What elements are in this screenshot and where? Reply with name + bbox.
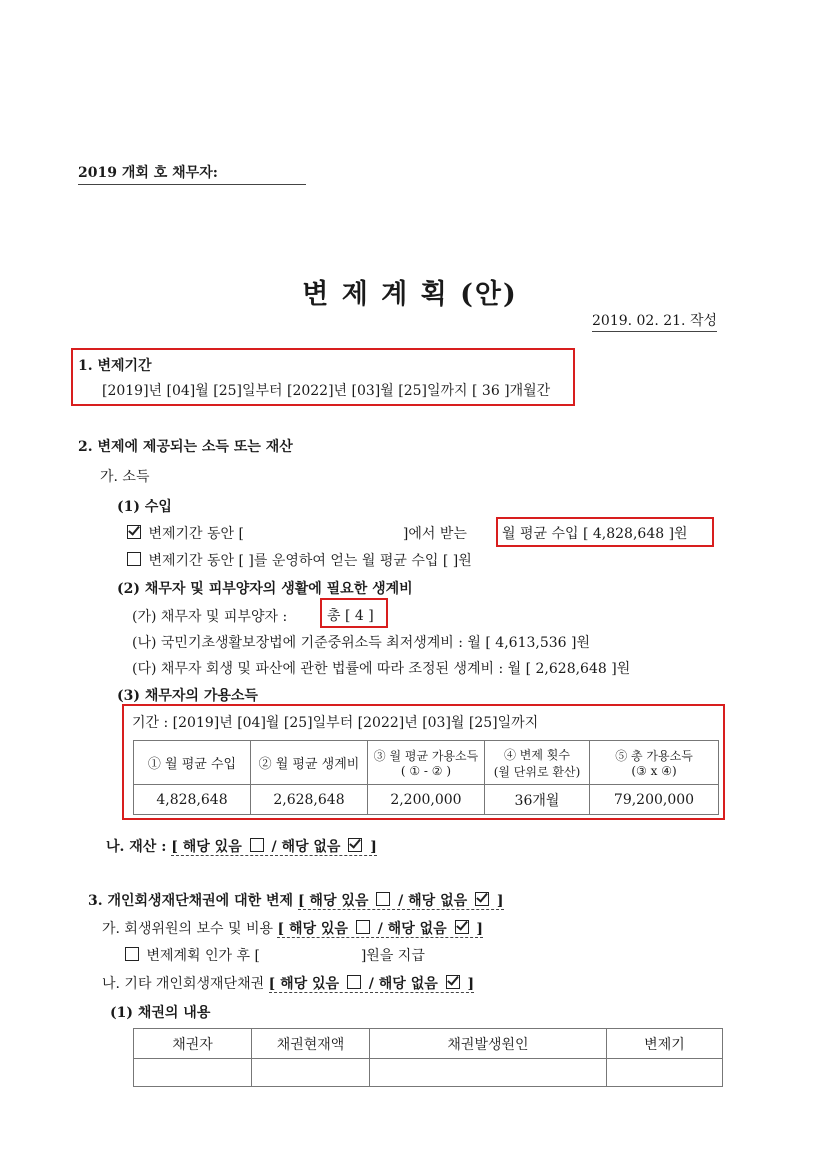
table-value-cell: 79,200,000 xyxy=(590,785,719,815)
other-claims-close-bracket: ] xyxy=(467,976,475,992)
income-heading: (1) 수입 xyxy=(117,499,172,515)
unchecked-checkbox-icon[interactable] xyxy=(125,947,139,961)
other-claims-yes-label: [ 해당 있음 xyxy=(268,976,340,992)
income-opt2-label: 변제기간 동안 [ ]를 운영하여 얻는 월 평균 수입 [ ]원 xyxy=(148,553,472,569)
table-value-cell: 4,828,648 xyxy=(134,785,251,815)
other-claims-no-label: / 해당 없음 xyxy=(368,976,438,992)
section3-title: 3. 개인회생재단채권에 대한 변제 xyxy=(88,893,294,909)
claims-empty-cell[interactable] xyxy=(252,1059,370,1087)
income-opt1-label: 변제기간 동안 [ xyxy=(148,526,244,542)
document-date: 2019. 02. 21. 작성 xyxy=(592,310,717,332)
section3-no-label: / 해당 없음 xyxy=(398,893,468,909)
section3-heading xyxy=(88,890,504,910)
page-title: 변 제 계 획 (안) xyxy=(302,279,518,310)
unchecked-checkbox-icon[interactable] xyxy=(356,920,370,934)
claims-table xyxy=(133,1028,723,1087)
commissioner-fee-line xyxy=(102,918,483,938)
unchecked-checkbox-icon[interactable] xyxy=(250,838,264,852)
other-claims-label: 나. 기타 개인회생재단채권 xyxy=(102,976,265,992)
section1-heading: 1. 변제기간 xyxy=(78,358,152,374)
checked-checkbox-icon[interactable] xyxy=(127,525,141,539)
claims-header-cell: 채권자 xyxy=(134,1029,252,1059)
section2-heading: 2. 변제에 제공되는 소득 또는 재산 xyxy=(78,439,293,455)
claims-empty-cell[interactable] xyxy=(370,1059,607,1087)
after-approval-label: 변제계획 인가 후 [ xyxy=(146,948,260,964)
after-approval-suffix: ]원을 지급 xyxy=(360,948,425,964)
commissioner-yes-label: [ 해당 있음 xyxy=(277,921,348,937)
monthly-income-value: 월 평균 수입 [ 4,828,648 ]원 xyxy=(502,526,688,542)
after-approval-line xyxy=(122,945,425,965)
unchecked-checkbox-icon[interactable] xyxy=(127,552,141,566)
claims-header-cell: 채권발생원인 xyxy=(370,1029,607,1059)
property-close-bracket: ] xyxy=(370,839,377,855)
checked-checkbox-icon[interactable] xyxy=(348,838,362,852)
living-cost-heading: (2) 채무자 및 피부양자의 생활에 필요한 생계비 xyxy=(117,581,413,597)
income-opt1-label-b: ]에서 받는 xyxy=(402,526,467,542)
available-income-heading: (3) 채무자의 가용소득 xyxy=(117,688,258,704)
property-no-label: / 해당 없음 xyxy=(271,839,341,855)
section3-yes-label: [ 해당 있음 xyxy=(297,893,369,909)
commissioner-fee-label: 가. 회생위원의 보수 및 비용 xyxy=(102,921,274,937)
available-income-period: 기간 : [2019]년 [04]월 [25]일부터 [2022]년 [03]월 [25]일까지 xyxy=(132,715,539,731)
other-claims-line xyxy=(102,973,474,993)
minimum-living-cost: (나) 국민기초생활보장법에 기준중위소득 최저생계비 : 월 [ 4,613,536 ]원 xyxy=(132,635,590,651)
table-header-cell: ③ 월 평균 가용소득 ( ① - ② ) xyxy=(367,741,484,785)
unchecked-checkbox-icon[interactable] xyxy=(347,975,361,989)
table-header-cell: ⑤ 총 가용소득 (③ x ④) xyxy=(590,741,719,785)
claims-empty-cell[interactable] xyxy=(606,1059,722,1087)
property-yes-label: [ 해당 있음 xyxy=(171,839,242,855)
unchecked-checkbox-icon[interactable] xyxy=(376,892,390,906)
property-label: 나. 재산 : xyxy=(106,839,167,855)
claims-header-cell: 변제기 xyxy=(606,1029,722,1059)
adjusted-living-cost: (다) 채무자 회생 및 파산에 관한 법률에 따라 조정된 생계비 : 월 [ 2,628,648 ]원 xyxy=(132,661,631,677)
income-option-business xyxy=(124,550,472,570)
dependents-label: (가) 채무자 및 피부양자 : xyxy=(132,609,288,625)
dependents-value: 총 [ 4 ] xyxy=(327,608,374,624)
checked-checkbox-icon[interactable] xyxy=(475,892,489,906)
case-number-line: 2019 개회 호 채무자: xyxy=(78,162,306,185)
table-header-cell: ④ 변제 횟수 (월 단위로 환산) xyxy=(484,741,589,785)
section2-ga-heading: 가. 소득 xyxy=(100,469,150,485)
claims-header-cell: 채권현재액 xyxy=(252,1029,370,1059)
property-line xyxy=(106,836,377,856)
table-value-cell: 36개월 xyxy=(484,785,589,815)
table-header-cell: ② 월 평균 생계비 xyxy=(250,741,367,785)
checked-checkbox-icon[interactable] xyxy=(455,920,469,934)
table-value-cell: 2,628,648 xyxy=(250,785,367,815)
commissioner-no-label: / 해당 없음 xyxy=(377,921,447,937)
commissioner-close-bracket: ] xyxy=(476,921,484,937)
income-option-employment xyxy=(124,523,467,543)
table-value-cell: 2,200,000 xyxy=(367,785,484,815)
claims-empty-cell[interactable] xyxy=(134,1059,252,1087)
table-header-cell: ① 월 평균 수입 xyxy=(134,741,251,785)
section3-close-bracket: ] xyxy=(496,893,504,909)
claims-content-heading: (1) 채권의 내용 xyxy=(110,1005,211,1021)
repayment-period: [2019]년 [04]월 [25]일부터 [2022]년 [03]월 [25]일까지 [ 36 ]개월간 xyxy=(102,383,551,399)
checked-checkbox-icon[interactable] xyxy=(446,975,460,989)
available-income-table xyxy=(133,740,719,815)
